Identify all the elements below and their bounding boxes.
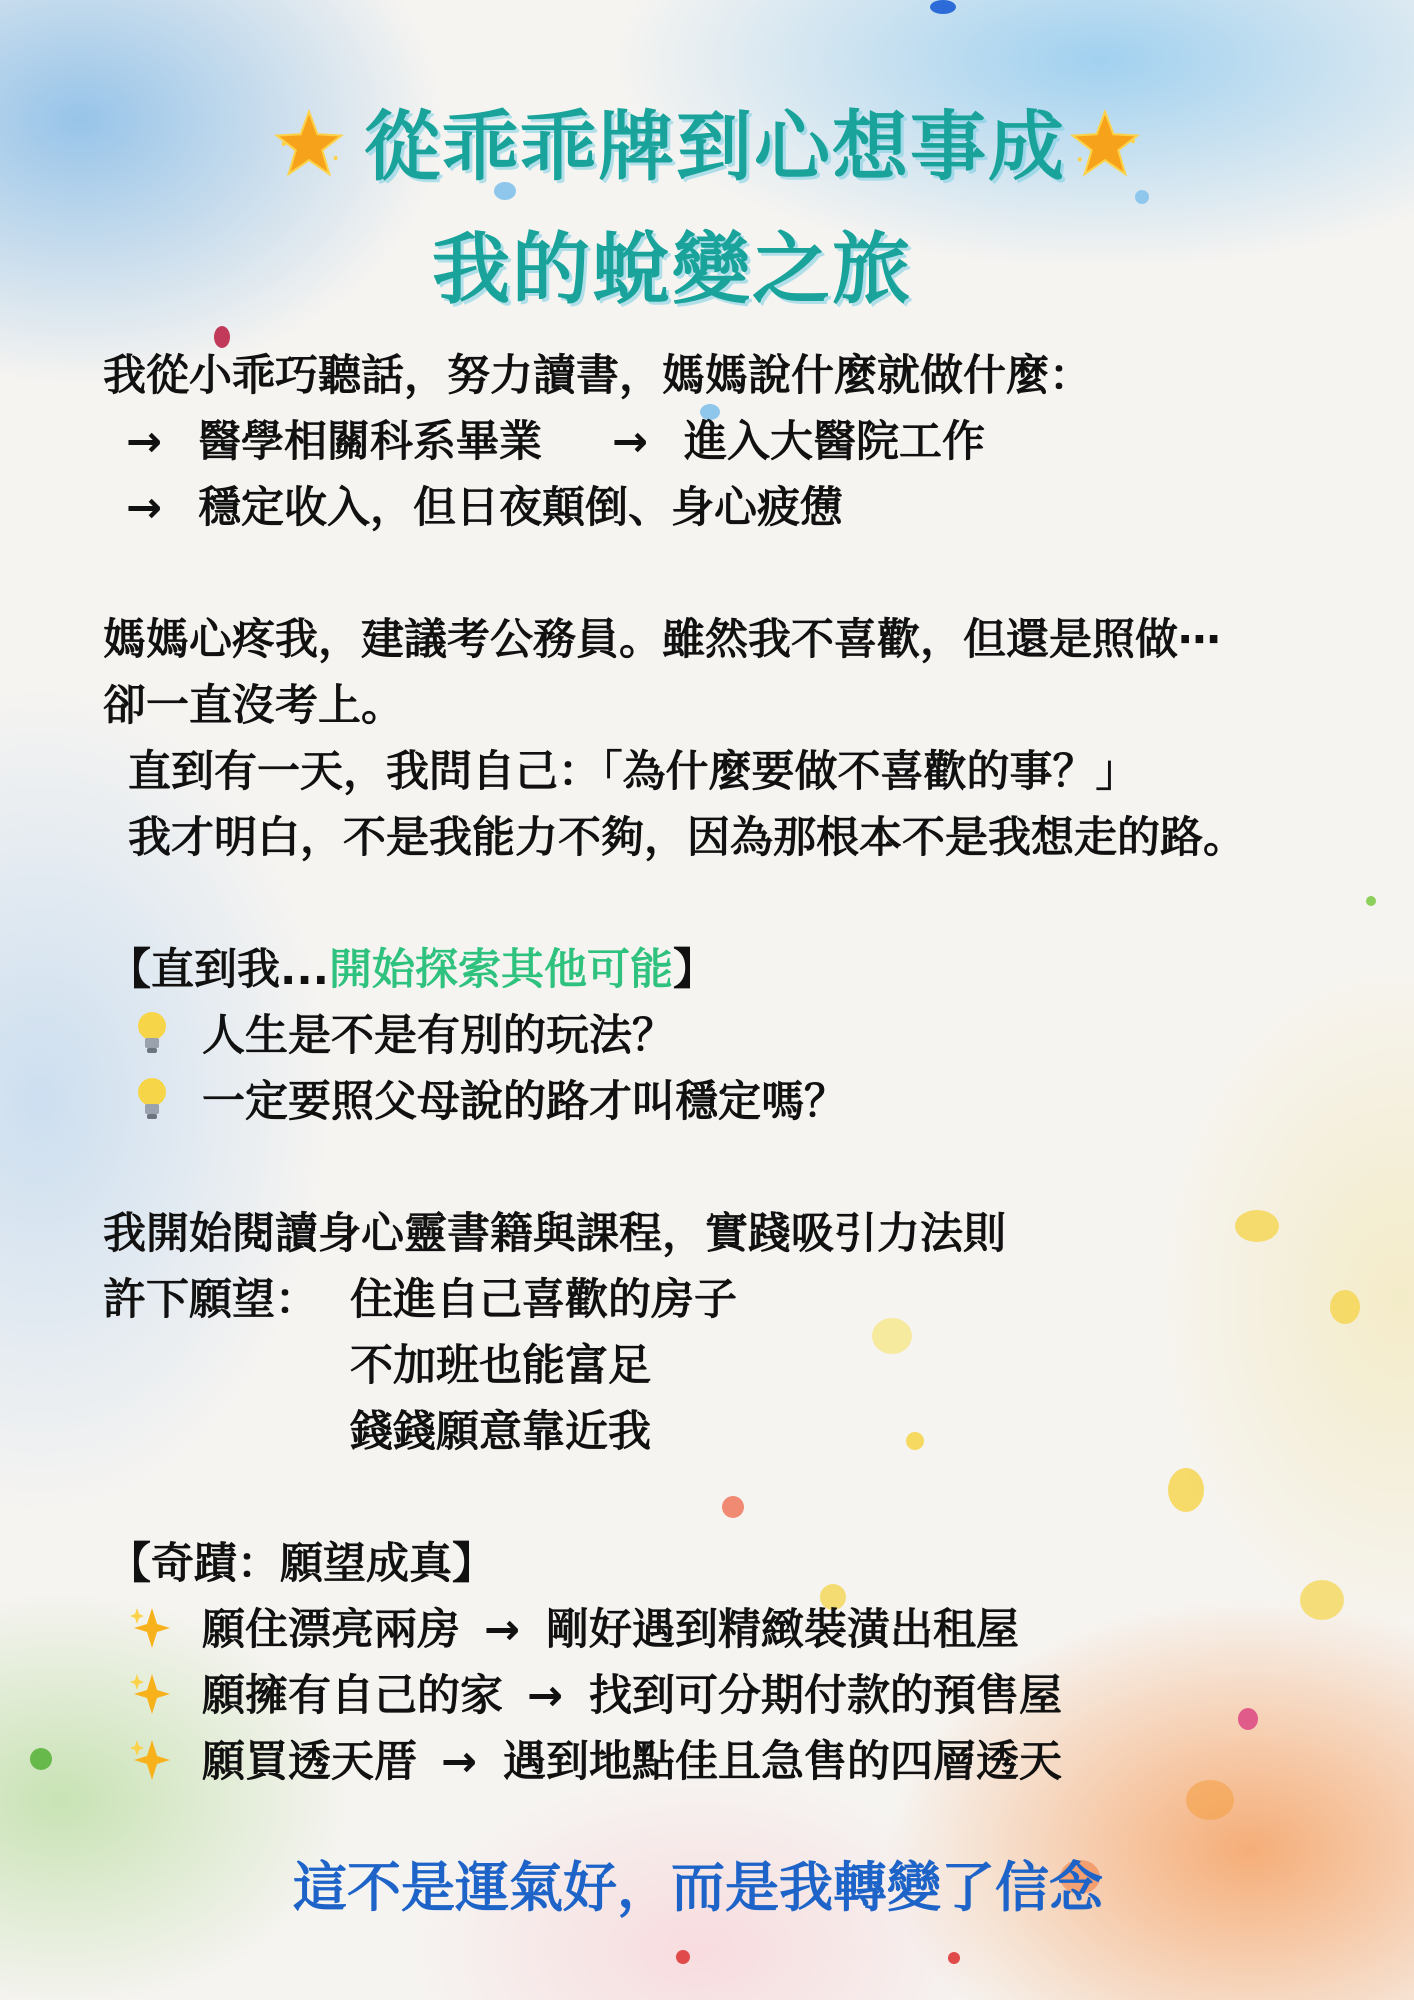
paint-splash [948, 1952, 960, 1964]
miracle-wish: 願住漂亮兩房 [202, 1605, 460, 1655]
sparkle-icon [128, 1670, 172, 1718]
miracle-item [202, 1668, 1062, 1724]
sparkle-icon [128, 1604, 172, 1652]
miracle-wish: 願買透天厝 [202, 1737, 417, 1787]
paint-splash [722, 1496, 744, 1518]
subtitle: 我的蛻變之旅 [432, 225, 913, 315]
paint-splash [906, 1432, 924, 1450]
paint-splash [30, 1748, 52, 1770]
practice-line: 我開始閱讀身心靈書籍與課程，實踐吸引力法則 [103, 1209, 1006, 1259]
paint-splash [1238, 1708, 1258, 1730]
wish-item-2: 不加班也能富足 [350, 1341, 651, 1391]
arrow-icon: → [527, 1671, 564, 1721]
story-line-2: 卻一直沒考上。 [103, 681, 404, 731]
title-line-1 [0, 92, 1414, 202]
light-bulb-icon [130, 1074, 174, 1122]
miracle-header: 【奇蹟：願望成真】 [108, 1539, 495, 1589]
sparkle-icon [128, 1736, 172, 1784]
paint-splash [1330, 1290, 1360, 1324]
arrow-icon: → [612, 417, 649, 467]
wish-label: 許下願望： [103, 1275, 318, 1325]
wish-item-1: 住進自己喜歡的房子 [350, 1275, 737, 1325]
explore-header-suffix: 】 [673, 945, 717, 995]
miracle-result: 剛好遇到精緻裝潢出租屋 [546, 1605, 1019, 1655]
paint-splash [1366, 896, 1376, 906]
miracle-item [202, 1602, 1019, 1658]
light-bulb-icon [130, 1008, 174, 1056]
arrow-icon: → [126, 417, 163, 467]
story-line-3: 直到有一天，我問自己：「為什麼要做不喜歡的事？」 [128, 747, 1139, 797]
arrow-icon: → [484, 1605, 521, 1655]
question-1: 人生是不是有別的玩法？ [202, 1011, 675, 1061]
paint-splash [872, 1318, 912, 1354]
wish-item-3: 錢錢願意靠近我 [350, 1407, 651, 1457]
arrow-icon: → [126, 483, 163, 533]
paint-splash [676, 1950, 690, 1964]
explore-header-prefix: 【直到我... [108, 945, 330, 995]
story-line-1: 媽媽心疼我，建議考公務員。雖然我不喜歡，但還是照做⋯ [103, 615, 1221, 665]
star-icon [1070, 109, 1140, 179]
miracle-wish: 願擁有自己的家 [202, 1671, 503, 1721]
career-step-2: 進入大醫院工作 [684, 417, 985, 467]
miracle-item [202, 1734, 1062, 1790]
arrow-icon: → [441, 1737, 478, 1787]
paint-splash [1235, 1210, 1279, 1242]
career-step-line-2 [126, 480, 843, 536]
paint-splash [1300, 1580, 1344, 1620]
question-2: 一定要照父母說的路才叫穩定嗎？ [202, 1077, 847, 1127]
explore-header [108, 942, 716, 998]
closing-statement: 這不是運氣好，而是我轉變了信念 [293, 1856, 1103, 1919]
main-title: 從乖乖牌到心想事成 [364, 102, 1066, 191]
intro-text: 我從小乖巧聽話，努力讀書，媽媽說什麼就做什麼： [103, 351, 1092, 401]
miracle-result: 找到可分期付款的預售屋 [589, 1671, 1062, 1721]
career-step-1: 醫學相關科系畢業 [198, 417, 542, 467]
career-step-3: 穩定收入，但日夜顛倒、身心疲憊 [198, 483, 843, 533]
story-line-4: 我才明白，不是我能力不夠，因為那根本不是我想走的路。 [128, 813, 1246, 863]
paint-splash [1186, 1780, 1234, 1820]
career-step-line-1 [126, 414, 985, 470]
paint-splash [930, 0, 956, 14]
paint-splash [214, 326, 230, 348]
star-icon [274, 109, 344, 179]
paint-splash [1168, 1468, 1204, 1512]
miracle-result: 遇到地點佳且急售的四層透天 [503, 1737, 1062, 1787]
explore-header-highlight: 開始探索其他可能 [329, 945, 674, 995]
